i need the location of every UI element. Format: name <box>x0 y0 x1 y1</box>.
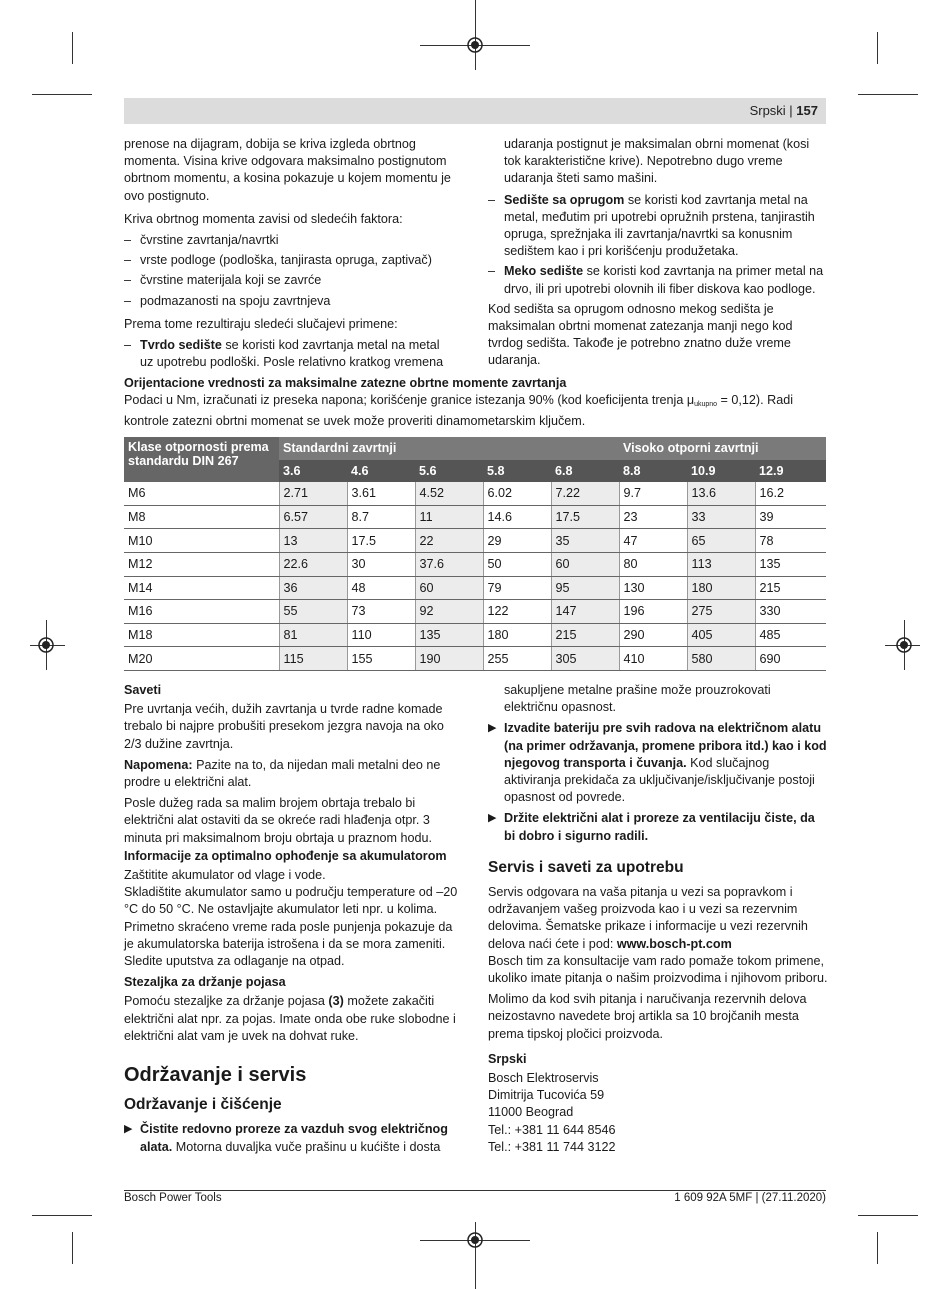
torque-cell: 2.71 <box>279 482 347 505</box>
paragraph: Kod sedišta sa oprugom odnosno mekog sedišta je maksimalan obrtni momenat zatezanja manji nego kod tvrdog sedišta. Takođe je potrebno znatno duže vreme udaranja. <box>488 301 793 368</box>
address-line: 11000 Beograd <box>488 1105 574 1120</box>
torque-cell: 155 <box>347 647 415 671</box>
section-heading: Informacije za optimalno ophođenje sa akumulatorom <box>124 848 447 863</box>
bolt-size-cell: M20 <box>124 647 279 671</box>
torque-intro <box>124 375 826 430</box>
left-top-column <box>124 136 454 374</box>
torque-cell: 13 <box>279 529 347 553</box>
torque-cell: 9.7 <box>619 482 687 505</box>
crop-mark <box>877 32 878 64</box>
torque-cell: 13.6 <box>687 482 755 505</box>
torque-cell: 110 <box>347 623 415 647</box>
chapter-heading: Održavanje i servis <box>124 1064 307 1087</box>
torque-cell: 60 <box>415 576 483 600</box>
torque-cell: 23 <box>619 505 687 529</box>
torque-cell: 17.5 <box>347 529 415 553</box>
torque-cell: 122 <box>483 600 551 624</box>
page-header-text: Srpski | 157 <box>749 103 818 118</box>
registration-mark-icon <box>895 636 913 654</box>
bolt-size-cell: M6 <box>124 482 279 505</box>
bolt-size-cell: M18 <box>124 623 279 647</box>
torque-cell: 130 <box>619 576 687 600</box>
paragraph: sakupljene metalne prašine može prouzrokovati električnu opasnost. <box>504 683 771 715</box>
class-header: 6.8 <box>551 460 619 483</box>
section-title: Orijentacione vrednosti za maksimalne zatezne obrtne momente zavrtanja <box>124 376 567 390</box>
torque-cell: 3.61 <box>347 482 415 505</box>
service-link[interactable]: www.bosch-pt.com <box>616 936 732 951</box>
list-item <box>488 263 826 297</box>
torque-cell: 81 <box>279 623 347 647</box>
text: Podaci u Nm, izračunati iz preseka napona; korišćenje granice istezanja 90% (kod koeficijenta trenja μ <box>124 393 695 407</box>
list-item: – čvrstine materijala koji se zavrće <box>124 272 454 289</box>
torque-cell: 290 <box>619 623 687 647</box>
term-spring-seat: Sedište sa oprugom <box>504 192 625 207</box>
right-bottom-column <box>488 682 828 1156</box>
torque-cell: 190 <box>415 647 483 671</box>
instruction-bold: Držite električni alat i proreze za ventilaciju čiste, da bi dobro i sigurno radili. <box>504 811 815 843</box>
torque-cell: 80 <box>619 552 687 576</box>
torque-cell: 30 <box>347 552 415 576</box>
torque-cell: 16.2 <box>755 482 826 505</box>
address-line: Bosch Elektroservis <box>488 1071 599 1086</box>
table-row <box>124 529 826 553</box>
crop-mark <box>475 0 476 70</box>
list-item: – čvrstine zavrtanja/navrtki <box>124 232 454 249</box>
class-header: 5.8 <box>483 460 551 483</box>
bolt-size-cell: M10 <box>124 529 279 553</box>
torque-cell: 14.6 <box>483 505 551 529</box>
header-language: Srpski <box>749 103 786 118</box>
note-text: Pazite na to, da nijedan mali metalni deo ne prodre u električni alat. <box>124 757 441 790</box>
paragraph <box>124 993 464 1045</box>
paragraph <box>124 757 464 791</box>
instruction-item <box>124 1121 464 1155</box>
note-label: Napomena: <box>124 757 193 772</box>
paragraph: Skladištite akumulator samo u području temperature od –20 °C do 50 °C. Ne ostavljajte akumulator leti npr. u kolima. <box>124 885 458 917</box>
crop-mark <box>858 1215 918 1216</box>
instruction-text: Kod slučajnog aktiviranja prekidača za uključivanje/isključivanje postoji opasnost od povrede. <box>504 755 815 805</box>
instruction-item <box>488 720 828 806</box>
torque-cell: 690 <box>755 647 826 671</box>
address-line: Dimitrija Tucovića 59 <box>488 1088 605 1103</box>
torque-cell: 113 <box>687 552 755 576</box>
torque-cell: 255 <box>483 647 551 671</box>
paragraph: Pre uvrtanja većih, dužih zavrtanja u tvrde radne komade trebalo bi najpre probušiti presekom jezgra navoja na oko 2/3 dužine zavrtnja. <box>124 702 444 751</box>
torque-cell: 78 <box>755 529 826 553</box>
torque-cell: 147 <box>551 600 619 624</box>
paragraph: udaranja postignut je maksimalan obrni momenat (kosi tok karakteristične krive). Nepotrebno dugo vreme udaranja šteti samo mašini. <box>504 137 810 186</box>
torque-cell: 79 <box>483 576 551 600</box>
text: = 0,12). Radi kontrole zatezni obrtni momenat se uvek može proveriti dinamometarskim ključem. <box>124 393 794 428</box>
text: Servis odgovara na vaša pitanja u vezi sa popravkom i održavanjem vašeg proizvoda kao i u vezi sa rezervnim delovima. Šematske prikaze i informacije u vezi rezervnih delova naći ćete i pod: <box>488 885 808 951</box>
section-heading: Saveti <box>124 683 162 697</box>
torque-cell: 330 <box>755 600 826 624</box>
paragraph: Bosch tim za konsultacije vam rado pomaže tokom primene, ukoliko imate pitanja o našim proizvodima i njihovom priboru. <box>488 953 828 986</box>
torque-cell: 39 <box>755 505 826 529</box>
term-text: se koristi kod zavrtanja metal na metal uz upotrebu podloški. Posle relativno kratkog vremena <box>140 338 444 370</box>
torque-cell: 48 <box>347 576 415 600</box>
torque-cell: 35 <box>551 529 619 553</box>
crop-mark <box>858 94 918 95</box>
torque-cell: 6.57 <box>279 505 347 529</box>
torque-cell: 22.6 <box>279 552 347 576</box>
text: Pomoću stezaljke za držanje pojasa <box>124 994 329 1009</box>
paragraph: Prema tome rezultiraju sledeći slučajevi primene: <box>124 316 398 331</box>
torque-cell: 6.02 <box>483 482 551 505</box>
class-header: 10.9 <box>687 460 755 483</box>
torque-cell: 180 <box>483 623 551 647</box>
term-soft-seat: Meko sedište <box>504 264 584 279</box>
torque-cell: 215 <box>755 576 826 600</box>
table-row <box>124 623 826 647</box>
torque-cell: 410 <box>619 647 687 671</box>
term-text: se koristi kod zavrtanja na primer metal na drvo, ili pri upotrebi olovnih ili fiber diskova kao podloge. <box>504 264 824 296</box>
torque-cell: 73 <box>347 600 415 624</box>
table-row <box>124 552 826 576</box>
torque-cell: 485 <box>755 623 826 647</box>
torque-cell: 92 <box>415 600 483 624</box>
section-heading: Održavanje i čišćenje <box>124 1096 282 1114</box>
list-item <box>488 192 826 261</box>
paragraph <box>488 884 828 953</box>
list-item <box>124 337 454 371</box>
footer-doc-number: 1 609 92A 5MF | (27.11.2020) <box>674 1192 826 1204</box>
registration-mark-icon <box>37 636 55 654</box>
torque-cell: 50 <box>483 552 551 576</box>
torque-cell: 65 <box>687 529 755 553</box>
class-header: 12.9 <box>755 460 826 483</box>
ref-number: (3) <box>328 994 344 1009</box>
page-header <box>124 98 826 124</box>
torque-cell: 275 <box>687 600 755 624</box>
torque-cell: 95 <box>551 576 619 600</box>
crop-mark <box>877 1232 878 1264</box>
address-heading: Srpski <box>488 1051 527 1066</box>
table-row <box>124 600 826 624</box>
table-corner-header: Klase otpornosti prema standardu DIN 267 <box>124 437 279 482</box>
torque-cell: 8.7 <box>347 505 415 529</box>
paragraph: Molimo da kod svih pitanja i naručivanja rezervnih delova neizostavno navedete broj artikla sa 10 brojčanih mesta prema tipskoj pločici proizvoda. <box>488 992 807 1041</box>
crop-mark <box>72 1232 73 1264</box>
paragraph: prenose na dijagram, dobija se kriva izgleda obrtnog momenta. Visina krive odgovara maksimalno postignutom obrtnom momentu, a kosina pokazuje u kojem momentu je ovo postignuto. <box>124 137 451 203</box>
table-row <box>124 576 826 600</box>
crop-mark <box>32 1215 92 1216</box>
paragraph: Kriva obrtnog momenta zavisi od sledećih faktora: <box>124 211 403 226</box>
class-header: 8.8 <box>619 460 687 483</box>
torque-cell: 115 <box>279 647 347 671</box>
torque-cell: 37.6 <box>415 552 483 576</box>
table-row <box>124 482 826 505</box>
torque-cell: 36 <box>279 576 347 600</box>
subscript: ukupno <box>694 401 718 408</box>
section-heading: Servis i saveti za upotrebu <box>488 858 684 876</box>
paragraph: Sledite uputstva za odlaganje na otpad. <box>124 954 345 969</box>
instruction-bold: Čistite redovno proreze za vazduh svog električnog alata. <box>140 1122 448 1154</box>
text: možete zakačiti električni alat npr. za pojas. Imate onda obe ruke slobodne i električni alat vam je uvek na dohvat ruke. <box>124 994 456 1043</box>
class-header: 4.6 <box>347 460 415 483</box>
bolt-size-cell: M14 <box>124 576 279 600</box>
class-header: 5.6 <box>415 460 483 483</box>
torque-table <box>124 437 826 671</box>
table-row <box>124 505 826 529</box>
torque-cell: 47 <box>619 529 687 553</box>
list-item: – vrste podloge (podloška, tanjirasta opruga, zaptivač) <box>124 252 454 269</box>
section-heading: Stezaljka za držanje pojasa <box>124 975 286 990</box>
torque-cell: 135 <box>755 552 826 576</box>
torque-cell: 405 <box>687 623 755 647</box>
torque-cell: 7.22 <box>551 482 619 505</box>
footer-divider <box>124 1190 826 1191</box>
instruction-bold: Izvadite bateriju pre svih radova na električnom alatu (na primer održavanja, promene pribora itd.) kao i kod njegovog transporta i čuvanja. <box>504 721 827 770</box>
term-hard-seat: Tvrdo sedište <box>140 338 222 353</box>
paragraph: Zaštitite akumulator od vlage i vode. <box>124 868 326 883</box>
term-text: se koristi kod zavrtanja metal na metal, međutim pri upotrebi opružnih prstena, tanjirastih opruga, sprežnjaka ili zavrtanja/navrtki sa konusnim sedištem kao i pri korišćenju produžetaka. <box>504 192 815 259</box>
torque-cell: 11 <box>415 505 483 529</box>
instruction-item <box>488 810 828 844</box>
torque-cell: 33 <box>687 505 755 529</box>
torque-cell: 135 <box>415 623 483 647</box>
group-header: Visoko otporni zavrtnji <box>619 437 826 460</box>
torque-cell: 305 <box>551 647 619 671</box>
crop-mark <box>72 32 73 64</box>
bolt-size-cell: M12 <box>124 552 279 576</box>
registration-mark-icon <box>466 36 484 54</box>
class-header: 3.6 <box>279 460 347 483</box>
paragraph <box>124 392 826 430</box>
page-number: 157 <box>796 103 818 118</box>
torque-cell: 4.52 <box>415 482 483 505</box>
footer-brand: Bosch Power Tools <box>124 1192 222 1204</box>
registration-mark-icon <box>466 1231 484 1249</box>
table-row <box>124 647 826 671</box>
bolt-size-cell: M8 <box>124 505 279 529</box>
torque-cell: 580 <box>687 647 755 671</box>
torque-cell: 180 <box>687 576 755 600</box>
bolt-size-cell: M16 <box>124 600 279 624</box>
address-line: Tel.: +381 11 644 8546 <box>488 1122 616 1137</box>
paragraph: Posle dužeg rada sa malim brojem obrtaja trebalo bi električni alat ostaviti da se okreće radi hlađenja otpr. 3 minuta pri maksimalnom broju obrtaja u praznom hodu. <box>124 796 432 845</box>
group-header: Standardni zavrtnji <box>279 437 619 460</box>
address-line: Tel.: +381 11 744 3122 <box>488 1139 616 1154</box>
torque-cell: 215 <box>551 623 619 647</box>
torque-cell: 17.5 <box>551 505 619 529</box>
list-item: – podmazanosti na spoju zavrtnjeva <box>124 293 454 310</box>
instruction-text: Motorna duvaljka vuče prašinu u kućište i dosta <box>172 1139 441 1154</box>
right-top-column <box>488 136 826 374</box>
torque-cell: 22 <box>415 529 483 553</box>
torque-cell: 60 <box>551 552 619 576</box>
crop-mark <box>32 94 92 95</box>
torque-cell: 196 <box>619 600 687 624</box>
torque-cell: 55 <box>279 600 347 624</box>
paragraph: Primetno skraćeno vreme rada posle punjenja pokazuje da je akumulatorska baterija istrošena i da se mora zameniti. <box>124 919 453 951</box>
torque-cell: 29 <box>483 529 551 553</box>
left-bottom-column <box>124 682 464 1160</box>
